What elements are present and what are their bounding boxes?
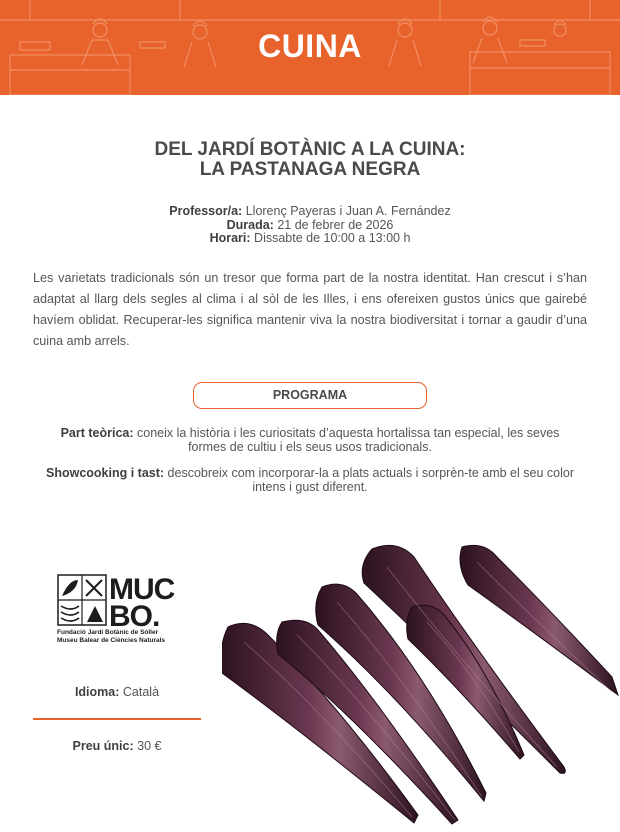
price-info — [33, 739, 201, 753]
durada-value: 21 de febrer de 2026 — [277, 217, 394, 232]
horari-value: Dissabte de 10:00 a 13:00 h — [254, 231, 411, 245]
purple-carrots-photo — [222, 527, 620, 832]
programa-heading: PROGRAMA — [193, 382, 427, 409]
intro-paragraph: Les varietats tradicionals són un tresor que forma part de la nostra identitat. Han crescut i s’han adaptat al llarg dels segles al clima i al sòl de les Illes, i ens ofereixen gustos únics que gairebé havíem oblidat. Recuperar-les significa mantenir viva la nostra biodiversitat i tornar a gaudir d’una cuina amb arrels. — [33, 271, 587, 348]
course-info — [0, 205, 620, 246]
logo-line-2: BO. — [109, 600, 160, 633]
info-horari — [0, 232, 620, 246]
logo-wordmark — [109, 573, 175, 633]
professor-value: Llorenç Payeras i Juan A. Fernández — [245, 204, 451, 218]
divider — [33, 718, 201, 720]
professor-label: Professor/a: — [169, 204, 243, 218]
idioma-value: Català — [122, 685, 160, 699]
course-title-line-1: DEL JARDÍ BOTÀNIC A LA CUINA: — [154, 139, 466, 160]
language-info — [33, 685, 201, 699]
page-title: CUINA — [258, 28, 362, 64]
logo-line-1: MUC — [109, 573, 175, 606]
programa-item — [40, 427, 580, 454]
info-professor — [0, 205, 620, 219]
programa-item — [40, 467, 580, 494]
preu-value: 30 € — [137, 739, 162, 753]
preu-label: Preu únic: — [72, 739, 134, 753]
programa-item-text: coneix la història i les curiositats d’aquesta hortalissa tan especial, les seves formes de cultiu i els seus usos tradicionals. — [137, 426, 560, 454]
info-durada — [0, 219, 620, 233]
leaf-emblem-icon — [57, 574, 107, 626]
logo-subtitle — [57, 629, 187, 644]
museum-logo — [57, 574, 187, 646]
horari-label: Horari: — [209, 231, 251, 245]
logo-sub-2: Museu Balear de Ciències Naturals — [57, 636, 166, 644]
idioma-label: Idioma: — [74, 685, 120, 699]
logo-sub-1: Fundació Jardí Botànic de Sóller — [57, 629, 159, 636]
durada-label: Durada: — [226, 217, 274, 232]
course-title-line-2: LA PASTANAGA NEGRA — [199, 159, 421, 180]
programa-item-text: descobreix com incorporar-la a plats actuals i sorprèn-te amb el seu color intens i gust diferent. — [167, 466, 574, 494]
header-banner — [0, 0, 620, 95]
programa-item-label: Showcooking i tast: — [46, 466, 165, 480]
programa-item-label: Part teòrica: — [60, 426, 134, 440]
course-title — [0, 140, 620, 180]
